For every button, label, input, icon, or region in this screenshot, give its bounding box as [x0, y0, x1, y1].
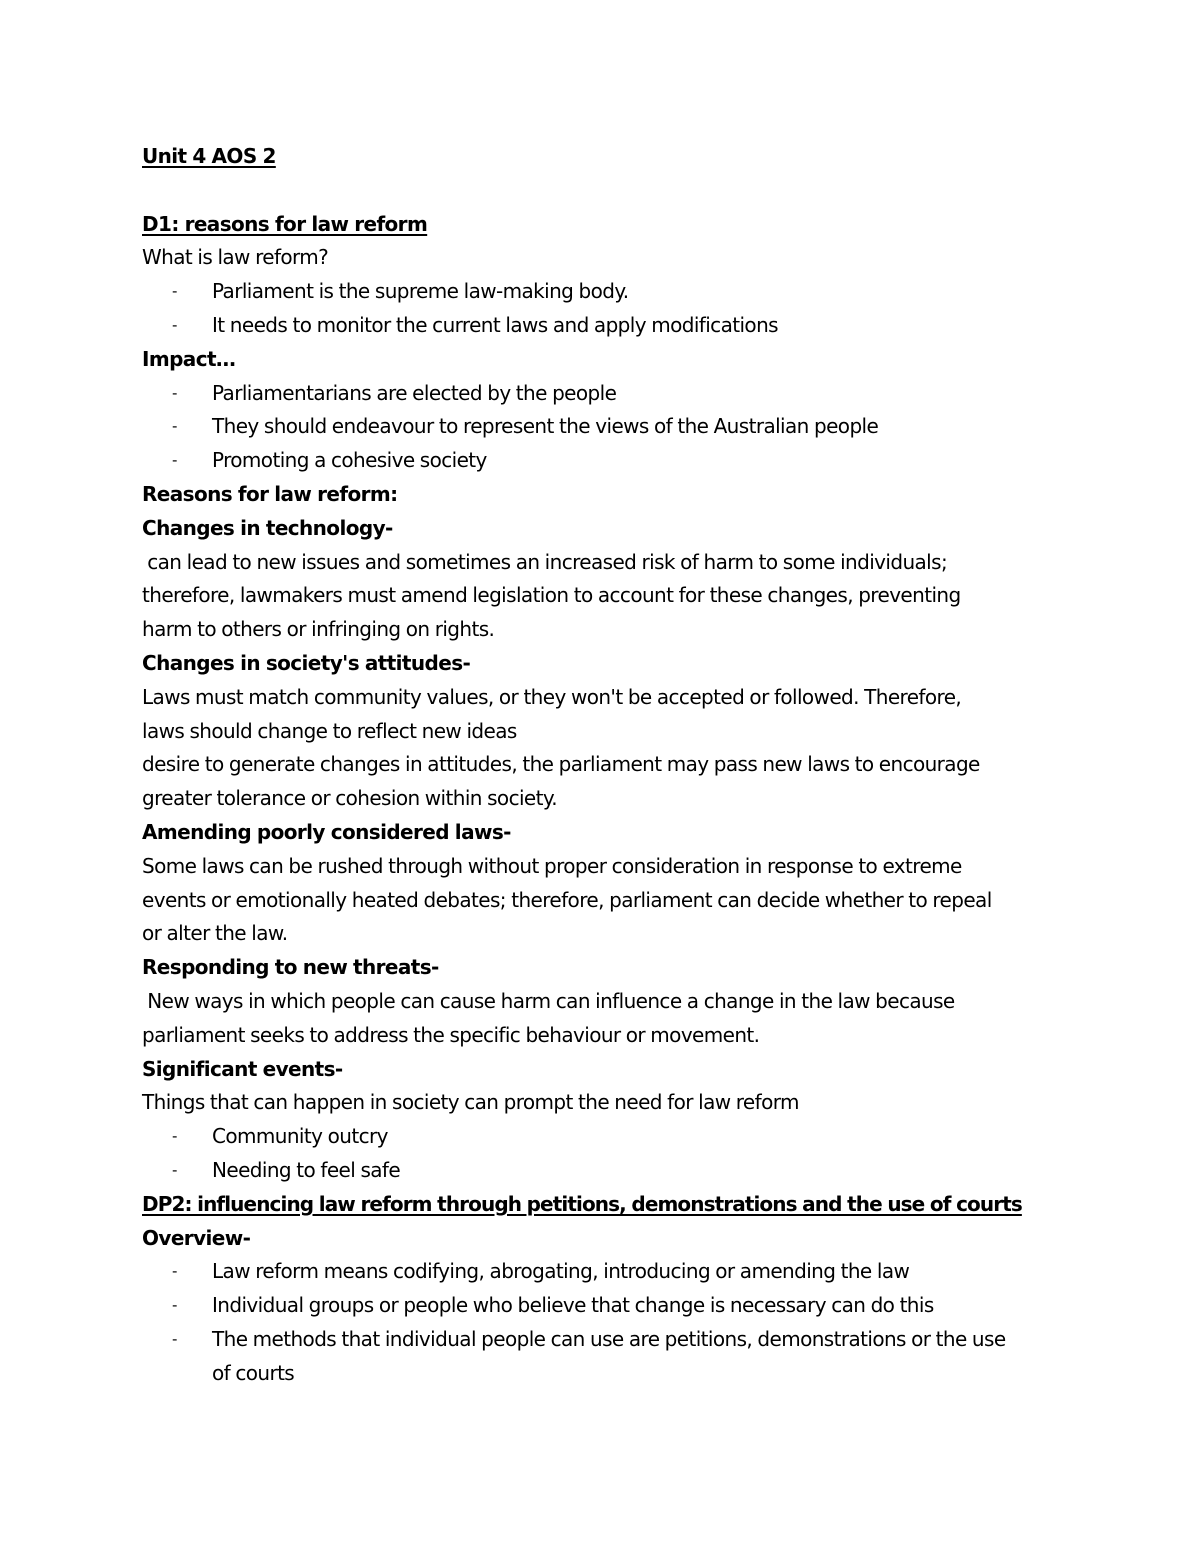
paragraph-line: or alter the law.	[142, 921, 288, 946]
paragraph-line: therefore, lawmakers must amend legislation to account for these changes, preventing	[142, 583, 961, 608]
paragraph-line: events or emotionally heated debates; therefore, parliament can decide whether to repeal	[142, 887, 992, 912]
threats-heading: Responding to new threats-	[142, 955, 439, 980]
list-item: - It needs to monitor the current laws and apply modifications	[142, 309, 1062, 343]
bullet-dash: -	[172, 1160, 177, 1179]
paragraph-line: can lead to new issues and sometimes an increased risk of harm to some individuals;	[142, 549, 948, 574]
impact-heading: Impact…	[142, 346, 236, 371]
reasons-heading: Reasons for law reform:	[142, 481, 398, 506]
bullet-dash: -	[172, 1262, 177, 1281]
technology-heading: Changes in technology-	[142, 515, 393, 540]
spacer	[142, 174, 1062, 208]
paragraph-line: Things that can happen in society can prompt the need for law reform	[142, 1090, 799, 1115]
bullet-dash: -	[172, 1296, 177, 1315]
list-item: - Parliament is the supreme law-making body.	[142, 275, 1062, 309]
list-item: - Individual groups or people who believe that change is necessary can do this	[142, 1289, 1062, 1323]
document-title: Unit 4 AOS 2	[142, 144, 276, 168]
list-item: - The methods that individual people can use are petitions, demonstrations or the use of courts	[142, 1323, 1022, 1391]
paragraph-line: greater tolerance or cohesion within society.	[142, 786, 558, 811]
bullet-dash: -	[172, 451, 177, 470]
bullet-dash: -	[172, 282, 177, 301]
paragraph-line: Laws must match community values, or they won't be accepted or followed. Therefore,	[142, 684, 962, 709]
bullet-dash: -	[172, 1329, 177, 1348]
overview-heading: Overview-	[142, 1225, 251, 1250]
list-item: - Community outcry	[142, 1120, 1062, 1154]
attitudes-heading: Changes in society's attitudes-	[142, 650, 471, 675]
list-item: - Law reform means codifying, abrogating, introducing or amending the law	[142, 1255, 1062, 1289]
events-heading: Significant events-	[142, 1056, 343, 1081]
bullet-dash: -	[172, 1127, 177, 1146]
amending-heading: Amending poorly considered laws-	[142, 819, 511, 844]
list-item: - They should endeavour to represent the views of the Australian people	[142, 410, 1062, 444]
bullet-dash: -	[172, 383, 177, 402]
list-item: - Promoting a cohesive society	[142, 444, 1062, 478]
list-item: - Needing to feel safe	[142, 1154, 1062, 1188]
paragraph-line: New ways in which people can cause harm can influence a change in the law because	[142, 988, 955, 1013]
bullet-dash: -	[172, 315, 177, 334]
list-item: - Parliamentarians are elected by the people	[142, 377, 1062, 411]
paragraph-line: harm to others or infringing on rights.	[142, 617, 495, 642]
paragraph-line: laws should change to reflect new ideas	[142, 718, 517, 743]
paragraph-line: Some laws can be rushed through without proper consideration in response to extreme	[142, 853, 962, 878]
bullet-dash: -	[172, 417, 177, 436]
document-body	[142, 140, 1062, 1390]
section-heading-d1: D1: reasons for law reform	[142, 211, 428, 236]
section-heading-dp2: DP2: influencing law reform through petitions, demonstrations and the use of courts	[142, 1191, 1022, 1216]
question-text: What is law reform?	[142, 245, 329, 270]
paragraph-line: desire to generate changes in attitudes, the parliament may pass new laws to encourage	[142, 752, 980, 777]
paragraph-line: parliament seeks to address the specific behaviour or movement.	[142, 1022, 760, 1047]
